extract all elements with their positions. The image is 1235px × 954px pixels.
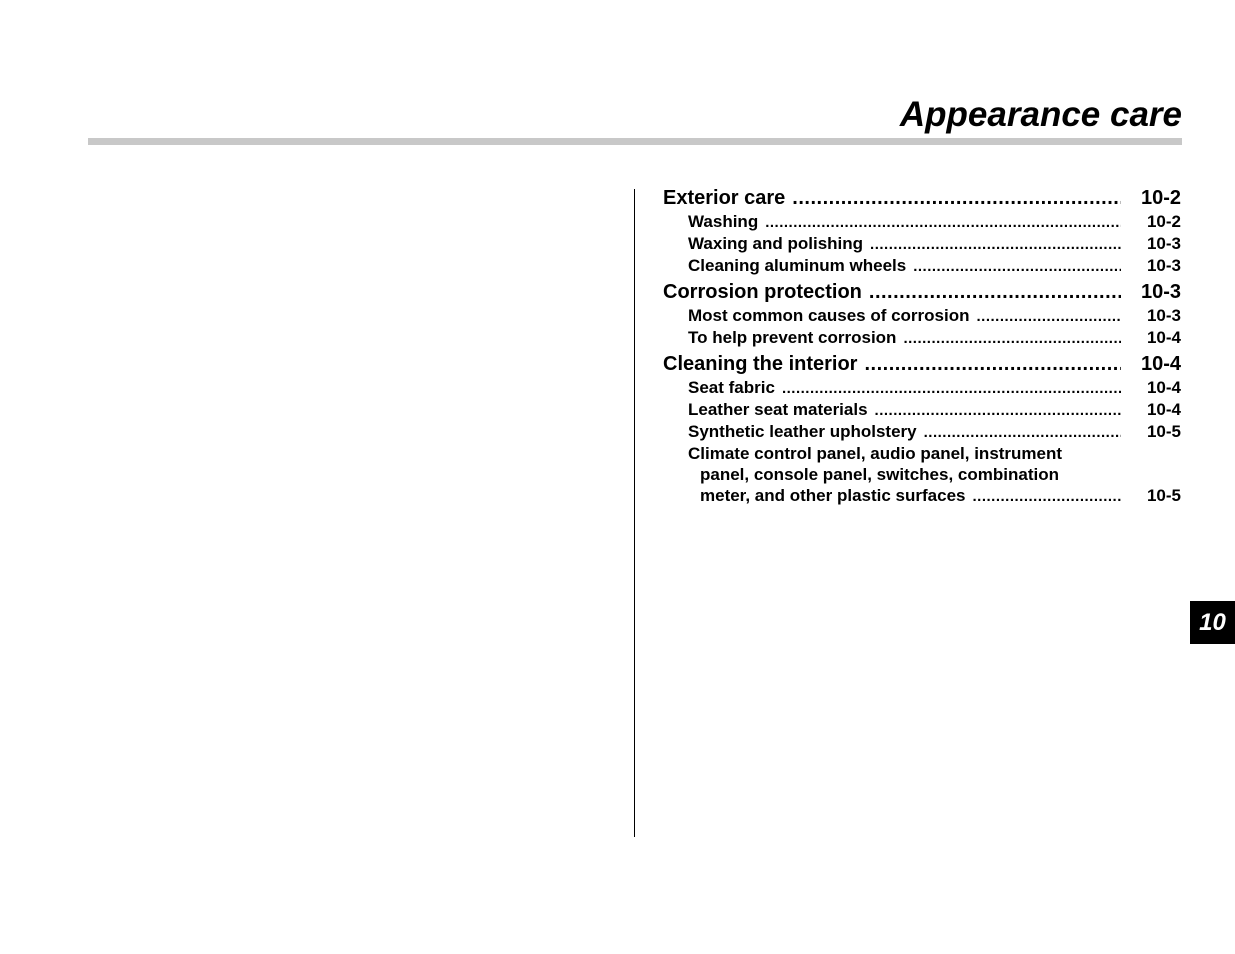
toc-item-label: Cleaning aluminum wheels — [688, 256, 907, 275]
toc-page-number: 10-2 — [1140, 187, 1181, 209]
dot-leader — [864, 351, 1121, 377]
toc-item-causes-of-corrosion[interactable] — [663, 305, 1181, 327]
toc-item-washing[interactable] — [663, 211, 1181, 233]
toc-section-corrosion-protection[interactable] — [663, 279, 1181, 305]
chapter-tab[interactable] — [1190, 601, 1235, 644]
toc-page-number: 10-5 — [1146, 486, 1181, 505]
toc-item-plastic-surfaces[interactable] — [663, 443, 1181, 507]
dot-leader — [973, 486, 1122, 507]
toc-item-last-line — [688, 485, 1181, 507]
toc-page-number: 10-3 — [1146, 256, 1181, 275]
dot-leader — [924, 422, 1121, 443]
dot-leader — [913, 256, 1121, 277]
toc-page-number: 10-4 — [1140, 353, 1181, 375]
toc-page-number: 10-3 — [1146, 306, 1181, 325]
toc-item-label-line: Climate control panel, audio panel, instrument — [688, 444, 1063, 463]
toc-section-cleaning-the-interior[interactable] — [663, 351, 1181, 377]
table-of-contents — [663, 183, 1181, 507]
dot-leader — [870, 234, 1121, 255]
toc-page-number: 10-4 — [1146, 328, 1181, 347]
toc-item-synthetic-leather[interactable] — [663, 421, 1181, 443]
dot-leader — [792, 185, 1121, 211]
column-divider — [634, 189, 635, 837]
toc-section-label: Exterior care — [663, 187, 786, 209]
toc-item-label: Synthetic leather upholstery — [688, 422, 917, 441]
toc-item-label: Most common causes of corrosion — [688, 306, 970, 325]
toc-page-number: 10-3 — [1140, 281, 1181, 303]
toc-section-exterior-care[interactable] — [663, 185, 1181, 211]
toc-item-seat-fabric[interactable] — [663, 377, 1181, 399]
title-rule — [88, 138, 1182, 145]
toc-page-number: 10-5 — [1146, 422, 1181, 441]
dot-leader — [903, 328, 1121, 349]
toc-item-waxing-and-polishing[interactable] — [663, 233, 1181, 255]
dot-leader — [875, 400, 1121, 421]
toc-section-label: Corrosion protection — [663, 281, 862, 303]
chapter-tab-number: 10 — [1199, 608, 1226, 636]
toc-page-number: 10-4 — [1146, 378, 1181, 397]
dot-leader — [869, 279, 1121, 305]
toc-item-label: Washing — [688, 212, 759, 231]
toc-item-label: Leather seat materials — [688, 400, 868, 419]
toc-item-label: To help prevent corrosion — [688, 328, 897, 347]
toc-page-number: 10-2 — [1146, 212, 1181, 231]
toc-item-label: Waxing and polishing — [688, 234, 864, 253]
toc-page-number: 10-3 — [1146, 234, 1181, 253]
toc-item-leather-seat-materials[interactable] — [663, 399, 1181, 421]
toc-item-label-line: panel, console panel, switches, combination — [700, 465, 1059, 484]
toc-page-number: 10-4 — [1146, 400, 1181, 419]
toc-item-label: Seat fabric — [688, 378, 775, 397]
dot-leader — [782, 378, 1121, 399]
chapter-title: Appearance care — [899, 95, 1182, 134]
toc-item-label-line: meter, and other plastic surfaces — [700, 486, 966, 505]
toc-section-label: Cleaning the interior — [663, 353, 858, 375]
toc-item-cleaning-aluminum-wheels[interactable] — [663, 255, 1181, 277]
dot-leader — [977, 306, 1122, 327]
dot-leader — [765, 212, 1121, 233]
toc-item-prevent-corrosion[interactable] — [663, 327, 1181, 349]
